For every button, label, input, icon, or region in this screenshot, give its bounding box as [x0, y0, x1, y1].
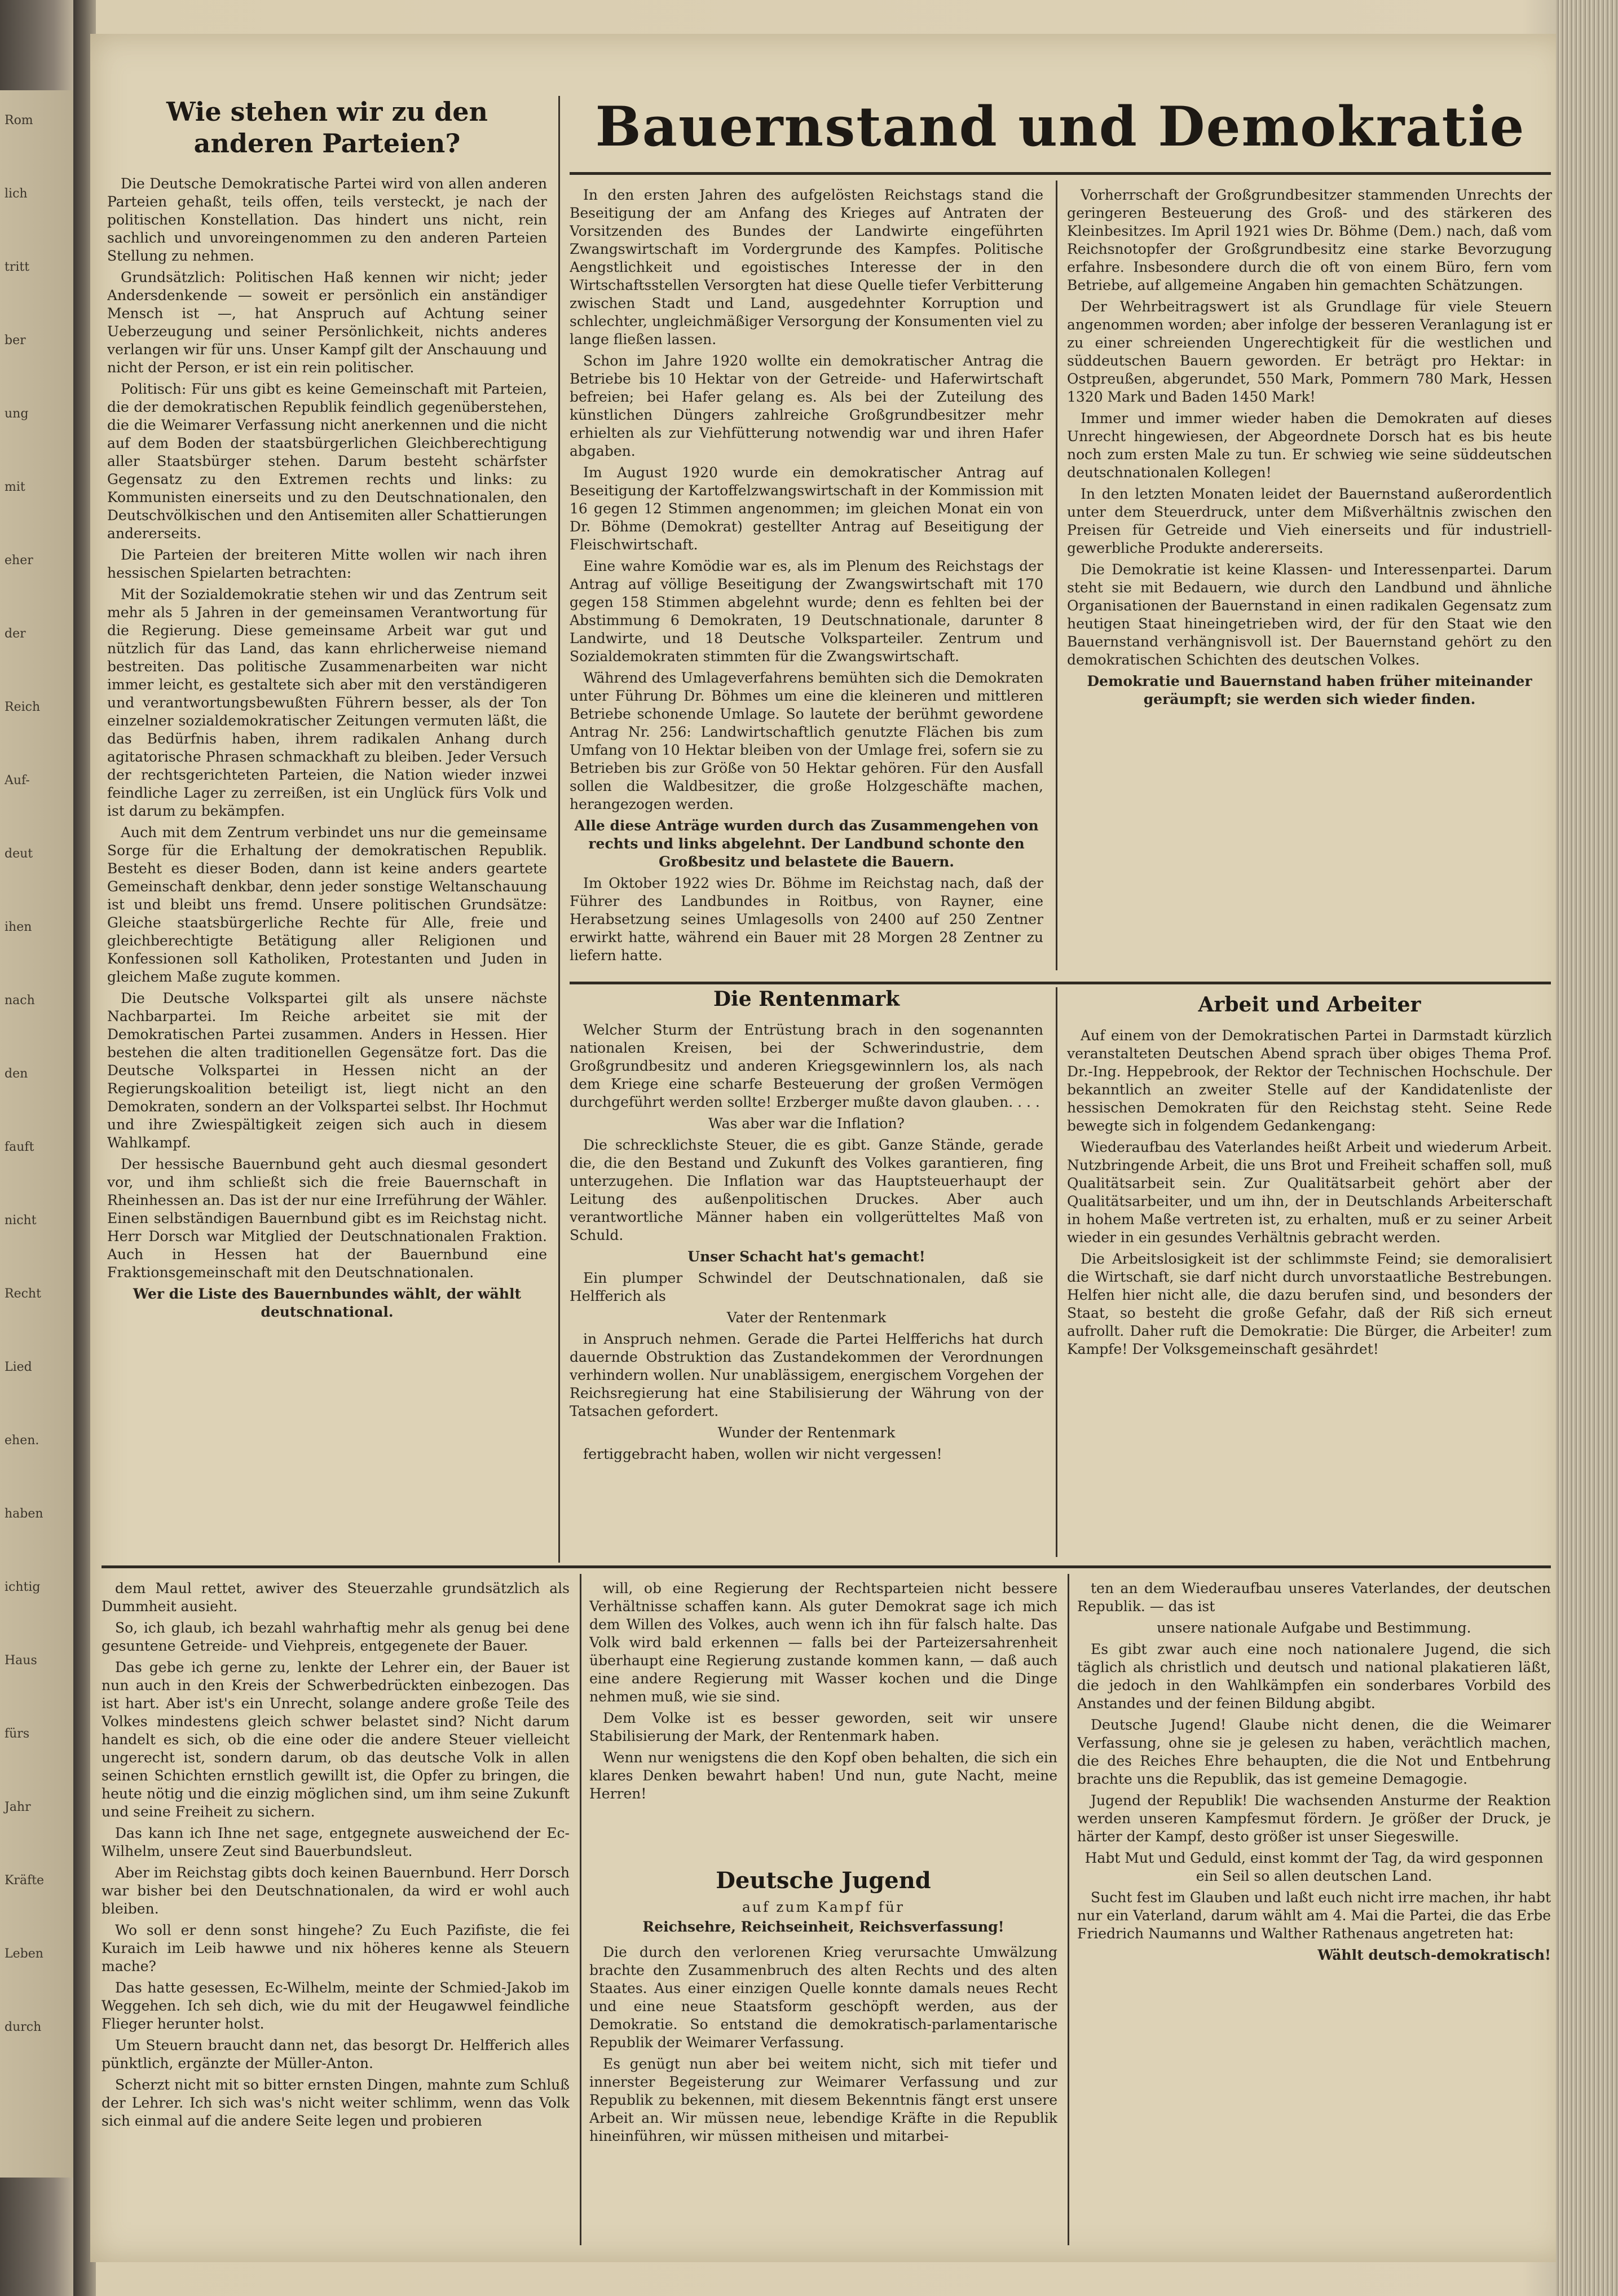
column-divider — [1056, 181, 1057, 970]
headline-rule — [570, 172, 1551, 175]
paragraph: Das gebe ich gerne zu, lenkte der Lehrer ein, der Bauer ist nun auch in den Kreis der Schwerbedrückten einbezogen. Das ist hart. Aber ist's ein Unrecht, solange andere große Teile des Volkes mindestens gleich schwer belastet sind? Nicht darum handelt es sich, ob die eine oder die andere Steuer vielleicht ungerecht ist, sondern darum, ob das deutsche Volk in allen seinen Schichten ernstlich gewillt ist, die Opfer zu bringen, die heute nötig und die einzig möglichen sind, um ihm seine Zukunft und seine Freiheit zu sichern. — [102, 1659, 570, 1820]
previous-page-word: Haus — [5, 1653, 37, 1668]
paragraph: will, ob eine Regierung der Rechtsparteien nicht bessere Verhältnisse schaffen kann. Als guter Demokrat sage ich mich dem Willen des Volkes, auch wenn ich ihn für falsch halte. Das Volk wird bald erkennen — falls bei der Parteizersahrenheit überhaupt eine Regierung zustande kommen kann, — daß auch eine andere Regierung mit Wasser kochen und die Dinge nehmen muß, wie sie sind. — [589, 1580, 1057, 1705]
paragraph: Das hatte gesessen, Ec-Wilhelm, meinte der Schmied-Jakob im Weggehen. Ich seh dich, wie du mit der Heugawwel feindliche Flieger herunter holst. — [102, 1980, 570, 2032]
paragraph: Die Arbeitslosigkeit ist der schlimmste Feind; sie demoralisiert die Wirtschaft, sie darf nicht durch unvorstaatliche Bestrebungen. Helfen hier nicht alle, die dazu berufen sind, und besonders der Staat, so besteht die große Gefahr, daß der Riß sich erneut aufrollt. Daher ruft die Demokratie: Die Bürger, die Arbeiter! zum Kampfe! Der Volksgemeinschaft gesährdet! — [1067, 1251, 1552, 1357]
previous-page-word: mit — [5, 480, 25, 494]
paragraph: Scherzt nicht mit so bitter ernsten Dingen, mahnte zum Schluß der Lehrer. Ich sich was's nicht weiter schlimm, wenn das Volk sich einmal auf die andere Seite legen und probieren — [102, 2077, 570, 2129]
paragraph: In den letzten Monaten leidet der Bauernstand außerordentlich unter dem Steuerdruck, unter dem Mißverhältnis zwischen den Preisen für Getreide und Vieh einerseits und für industriell-gewerbliche Produkte andererseits. — [1067, 486, 1552, 556]
left-article-title: Wie stehen wir zu den anderen Parteien? — [166, 96, 488, 159]
column-divider — [580, 1574, 581, 2245]
paragraph: Vater der Rentenmark — [726, 1309, 887, 1326]
paragraph: unsere nationale Aufgabe und Bestimmung. — [1157, 1620, 1471, 1636]
previous-page-word: ihen — [5, 920, 32, 934]
paragraph: fertiggebracht haben, wollen wir nicht vergessen! — [583, 1446, 942, 1462]
previous-page-word: nach — [5, 993, 35, 1008]
paragraph: In den ersten Jahren des aufgelösten Reichstags stand die Beseitigung der am Anfang des Krieges auf Antraten der Vorsitzenden des Bundes der Landwirte eingeführten Zwangswirtschaft im Vordergrunde des Kampfes. Politische Aengstlichkeit und egoistisches Interesse der in den Wirtschaftsstellen Versorgten hat diese Quelle tiefer Verbitterung zwischen Stadt und Land, ausgedehnter Korruption und schlechter, ungleichmäßiger Versorgung der Konsumenten viel zu lange fließen lassen. — [570, 187, 1043, 348]
previous-page-word: fauft — [5, 1140, 34, 1154]
arbeit-body — [1067, 1027, 1552, 1551]
paragraph: Deutsche Jugend! Glaube nicht denen, die die Weimarer Verfassung, ohne sie je gelesen zu haben, verächtlich machen, die des Reiches Ehre behaupten, die die Not und Entbehrung brachte uns die Republik, das ist gemeine Demagogie. — [1077, 1717, 1551, 1787]
paragraph: in Anspruch nehmen. Gerade die Partei Helfferichs hat durch dauernde Obstruktion das Zustandekommen der Verordnungen verhindern wollen. Nur unablässigem, energischem Vorgehen der Reichsregierung hat eine Stabilisierung der Währung von der Tatsachen gefordert. — [570, 1331, 1043, 1419]
paragraph: Der hessische Bauernbund geht auch diesmal gesondert vor, und ihm schließt sich die freie Bauernschaft in Rheinhessen an. Das ist der nur eine Irreführung der Wähler. Einen selbständigen Bauernbund gibt es im Reichstag nicht. Herr Dorsch war Mitglied der Deutschnationalen Fraktion. Auch in Hessen hat der Bauernbund eine Fraktionsgemeinschaft mit den Deutschnationalen. — [107, 1156, 547, 1281]
column-divider — [1056, 987, 1057, 1557]
jugend-subtitle-1: auf zum Kampf für — [742, 1899, 905, 1915]
paragraph: Habt Mut und Geduld, einst kommt der Tag, da wird gesponnen ein Seil so allen deutschen Land. — [1084, 1850, 1544, 1884]
paragraph: Der Wehrbeitragswert ist als Grundlage für viele Steuern angenommen worden; aber infolge der besseren Veranlagung ist er zu einer schreienden Ungerechtigkeit für die westlichen und süddeutschen Bauern geworden. Er beträgt pro Hektar: in Ostpreußen, abgerundet, 550 Mark, Pommern 780 Mark, Hessen 1320 Mark und Baden 1450 Mark! — [1067, 298, 1552, 405]
arbeit-title: Arbeit und Arbeiter — [1198, 993, 1421, 1017]
paragraph: Sucht fest im Glauben und laßt euch nicht irre machen, ihr habt nur ein Vaterland, darum wählt am 4. Mai die Partei, die das Erbe Friedrich Naumanns und Walther Rathenaus angetreten hat: — [1077, 1889, 1551, 1942]
paragraph: Im August 1920 wurde ein demokratischer Antrag auf Beseitigung der Kartoffelzwangswirtschaft in der Kommission mit 16 gegen 12 Stimmen angenommen; im gleichen Monat ein von Dr. Böhme (Demokrat) gestellter Antrag auf Beseitigung der Fleischwirtschaft. — [570, 464, 1043, 553]
paragraph: Wo soll er denn sonst hingehe? Zu Euch Pazifiste, die fei Kuraich im Leib hawwe und nix höheres kenne als Steuern mache? — [102, 1922, 570, 1974]
paragraph: Im Oktober 1922 wies Dr. Böhme im Reichstag nach, daß der Führer des Landbundes in Roitbus, von Rayner, eine Herabsetzung seines Umlagesolls von 2400 auf 250 Zentner erwirkt hatte, während ein Bauer mit 28 Morgen 28 Zentner zu liefern hatte. — [570, 875, 1043, 964]
rentenmark-body — [570, 1021, 1043, 1551]
bottom-section-rule — [102, 1565, 1551, 1568]
previous-page-word: Kräfte — [5, 1873, 45, 1888]
previous-page-word: tritt — [5, 260, 30, 274]
paragraph: Eine wahre Komödie war es, als im Plenum des Reichstags der Antrag auf völlige Beseitigung der Zwangswirtschaft mit 170 gegen 158 Stimmen abgelehnt wurde; denn es fehlten bei der Abstimmung 6 Demokraten, 19 Deutschnationale, darunter 8 Landwirte, und 18 Deutsche Volksparteiler. Zentrum und Sozialdemokraten stimmten für die Zwangswirtschaft. — [570, 558, 1043, 665]
previous-page-word: Jahr — [5, 1800, 31, 1814]
paragraph: Wer die Liste des Bauernbundes wählt, der wählt deutschnational. — [133, 1286, 522, 1320]
main-headline: Bauernstand und Demokratie — [595, 95, 1526, 159]
paragraph: Die schrecklichste Steuer, die es gibt. Ganze Stände, gerade die, die den Bestand und Zukunft des Volkes garantieren, fing unterzugehen. Die Inflation war das Hauptsteuerhaupt der Leitung des außenpolitischen Druckes. Aber auch verantwortliche Männer haben ein vollgerütteltes Maß von Schuld. — [570, 1137, 1043, 1243]
paragraph: So, ich glaub, ich bezahl wahrhaftig mehr als genug bei dene gesuntene Getreide- und Viehpreis, entgegenete der Bauer. — [102, 1620, 570, 1654]
previous-page-word: Lied — [5, 1360, 32, 1374]
paragraph: Was aber war die Inflation? — [708, 1115, 905, 1132]
previous-page-word: deut — [5, 847, 33, 861]
previous-page-word: Recht — [5, 1287, 41, 1301]
column-divider — [558, 96, 560, 1563]
jugend-body — [589, 1943, 1057, 2240]
paragraph: Jugend der Republik! Die wachsenden Ansturme der Reaktion werden unseren Kampfesmut fördern. Je größer der Druck, je härter der Kampf, desto größer ist unser Siegeswille. — [1077, 1792, 1551, 1845]
paragraph: Wählt deutsch-demokratisch! — [1317, 1947, 1551, 1963]
paragraph: Die Parteien der breiteren Mitte wollen wir nach ihren hessischen Spielarten betrachten: — [107, 547, 547, 581]
paragraph: Wunder der Rentenmark — [717, 1424, 896, 1441]
previous-page-word: nicht — [5, 1213, 37, 1228]
paragraph: Vorherrschaft der Großgrundbesitzer stammenden Unrechts der geringeren Besteuerung des Groß- und des stärkeren des Kleinbesitzes. Im April 1921 wies Dr. Böhme (Dem.) nach, daß vom Reichsnotopfer der Großgrundbesitz eine starke Bevorzugung erfahre. Insbesondere durch die oft von einem Büro, fern vom Betriebe, auf allgemeine Angaben hin gemachten Schätzungen. — [1067, 187, 1552, 293]
paragraph: Es gibt zwar auch eine noch nationalere Jugend, die sich täglich als christlich und deutsch und national plakatieren läßt, die jedoch in den Wahlkämpfen ein sonderbares Vorbild des Anstandes und der feinen Bildung abgibt. — [1077, 1641, 1551, 1712]
previous-page-word: durch — [5, 2020, 42, 2034]
previous-page-word: haben — [5, 1507, 43, 1521]
previous-page-word: den — [5, 1067, 28, 1081]
paragraph: Die Deutsche Volkspartei gilt als unsere nächste Nachbarpartei. Im Reiche arbeitet sie mit der Demokratischen Partei zusammen. Anders in Hessen. Hier bestehen die alten traditionellen Gegensätze fort. Das die Deutsche Volkspartei in Hessen nicht an der Regierungskoalition beteiligt ist, liegt nicht an den Demokraten, sondern an der Volkspartei selbst. Ihr Hochmut und ihre Zwiespältigkeit zeigen sich auch in diesem Wahlkampf. — [107, 990, 547, 1151]
paragraph: ten an dem Wiederaufbau unseres Vaterlandes, der deutschen Republik. — das ist — [1077, 1580, 1551, 1615]
main-article-col-1 — [570, 186, 1043, 965]
previous-page-word: lich — [5, 187, 28, 201]
paragraph: Um Steuern braucht dann net, das besorgt Dr. Helfferich alles pünktlich, ergänzte der Müller-Anton. — [102, 2037, 570, 2071]
previous-page-word: fürs — [5, 1727, 30, 1741]
paragraph: Die durch den verlorenen Krieg verursachte Umwälzung brachte den Zusammenbruch des alten Rechts und des alten Staates. Aus einer einzigen Quelle konnte damals neues Recht und eine neue Staatsform geschöpft werden, aus der Demokratie. So entstand die demokratisch-parlamentarische Republik der Weimarer Verfassung. — [589, 1944, 1057, 2051]
paragraph: Ein plumper Schwindel der Deutschnationalen, daß sie Helfferich als — [570, 1270, 1043, 1304]
left-article-body — [107, 175, 547, 1551]
paragraph: Dem Volke ist es besser geworden, seit wir unsere Stabilisierung der Mark, der Rentenmark haben. — [589, 1710, 1057, 1744]
previous-page-word: eher — [5, 553, 33, 568]
previous-page-word: ber — [5, 333, 26, 348]
paragraph: Auch mit dem Zentrum verbindet uns nur die gemeinsame Sorge für die Erhaltung der demokratischen Republik. Besteht es dieser Boden, dann ist keine anders geartete Gemeinschaft denkbar, denn jeder sonstige Weltanschauung ist und bleibt uns fremd. Unsere politischen Grundsätze: Gleiche staatsbürgerliche Rechte für Alle, freie und gleichberechtigte Betätigung aller Religionen und Konfessionen soll Katholiken, Protestanten und Juden in gleichem Maße zugute kommen. — [107, 824, 547, 985]
paragraph: Grundsätzlich: Politischen Haß kennen wir nicht; jeder Andersdenkende — soweit er persönlich ein anständiger Mensch ist —, hat Anspruch auf Achtung seiner Ueberzeugung und seiner Persönlichkeit, nichts anderes verlangen wir für uns. Unser Kampf gilt der Anschauung und nicht der Person, er ist ein rein politischer. — [107, 269, 547, 376]
previous-page-word: Reich — [5, 700, 41, 714]
paragraph: Alle diese Anträge wurden durch das Zusammengehen von rechts und links abgelehnt. Der Landbund schonte den Großbesitz und belastete die Bauern. — [574, 817, 1039, 870]
paragraph: Wenn nur wenigstens die den Kopf oben behalten, die sich ein klares Denken bewahrt haben! Und nun, gute Nacht, meine Herren! — [589, 1749, 1057, 1802]
paragraph: dem Maul rettet, awiver des Steuerzahle grundsätzlich als Dummheit ausieht. — [102, 1580, 570, 1615]
paragraph: Aber im Reichstag gibts doch keinen Bauernbund. Herr Dorsch war bisher bei den Deutschnationalen, da wird er wohl auch bleiben. — [102, 1864, 570, 1917]
paragraph: Die Deutsche Demokratische Partei wird von allen anderen Parteien gehaßt, teils offen, teils versteckt, je nach der politischen Konstellation. Das hindert uns nicht, rein sachlich und unvoreingenommen zu den anderen Parteien Stellung zu nehmen. — [107, 175, 547, 264]
paragraph: Welcher Sturm der Entrüstung brach in den sogenannten nationalen Kreisen, bei der Schwerindustrie, dem Großgrundbesitz und anderen Kriegsgewinnlern los, als nach dem Kriege eine scharfe Besteuerung der großen Vermögen durchgeführt werden sollte! Erzberger mußte davon glauben. . . . — [570, 1022, 1043, 1110]
paragraph: Es genügt nun aber bei weitem nicht, sich mit tiefer und innerster Begeisterung zur Weimarer Verfassung und zur Republik zu bekennen, mit diesem Bekenntnis fängt erst unsere Arbeit an. Wir müssen neue, lebendige Kräfte in die Republik hineinführen, wir müssen mitheisen und mitarbei- — [589, 2056, 1057, 2144]
previous-page-word: ung — [5, 407, 29, 421]
jugend-subtitle-2: Reichsehre, Reichseinheit, Reichsverfassung! — [642, 1919, 1004, 1935]
previous-page-word: Rom — [5, 113, 33, 127]
column-divider — [1068, 1574, 1069, 2245]
paragraph: Mit der Sozialdemokratie stehen wir und das Zentrum seit mehr als 5 Jahren in der gemeinsamen Verantwortung für die Regierung. Diese gemeinsame Arbeit war gut und nützlich für das Land, das kann ehrlicherweise niemand bestreiten. Das politische Zusammenarbeiten war nicht immer leicht, es gestaltete sich aber mit den verständigeren und verantwortungsbewußten Führern besser, als der Ton einzelner sozialdemokratischer Zeitungen vermuten läßt, die das Bedürfnis haben, ihrem radikalen Anhang durch agitatorische Phrasen schmackhaft zu bleiben. Jeder Versuch der rechtsgerichteten Parteien, die Nation wieder inzwei feindliche Lager zu zerreißen, ist ein Unglück fürs Volk und ist darum zu bekämpfen. — [107, 586, 547, 819]
previous-page-word: der — [5, 627, 26, 641]
paragraph: Demokratie und Bauernstand haben früher miteinander geräumpft; sie werden sich wieder finden. — [1087, 673, 1532, 707]
previous-page-word: Leben — [5, 1947, 43, 1961]
paragraph: Politisch: Für uns gibt es keine Gemeinschaft mit Parteien, die der demokratischen Republik feindlich gegenüberstehen, die die Weimarer Verfassung nicht anerkennen und die nicht auf dem Boden der staatsbürgerlichen Gleichberechtigung aller Staatsbürger stehen. Darum besteht schärfster Gegensatz zu den Extremen rechts und links: zu Kommunisten einerseits und zu den Deutschnationalen, den Deutschvölkischen und den Antisemiten aller Schattierungen andererseits. — [107, 381, 547, 542]
bottom-col-2 — [589, 1580, 1057, 1862]
previous-page-word: Auf- — [5, 773, 30, 788]
bottom-col-1 — [102, 1580, 570, 2240]
paragraph: Das kann ich Ihne net sage, entgegnete ausweichend der Ec-Wilhelm, unsere Zeut sind Bauerbundsleut. — [102, 1825, 570, 1859]
paragraph: Wiederaufbau des Vaterlandes heißt Arbeit und wiederum Arbeit. Nutzbringende Arbeit, die uns Brot und Freiheit schaffen soll, muß Qualitätsarbeit sein. Zur Qualitätsarbeit gehört aber der Qualitätsarbeiter, und um ihn, der in Deutschlands Arbeiterschaft in hohem Maße vertreten ist, zu erhalten, muß er zu seiner Arbeit wieder in ein gesundes Verhältnis gebracht werden. — [1067, 1139, 1552, 1246]
jugend-title: Deutsche Jugend — [716, 1867, 931, 1894]
paragraph: Immer und immer wieder haben die Demokraten auf dieses Unrecht hingewiesen, der Abgeordnete Dorsch hat es bis heute noch zum ersten Male zu tun. Er schwieg wie seine süddeutschen deutschnationalen Kollegen! — [1067, 410, 1552, 481]
previous-page-fragment — [0, 90, 73, 2178]
paragraph: Schon im Jahre 1920 wollte ein demokratischer Antrag die Betriebe bis 10 Hektar von der Getreide- und Haferwirtschaft befreien; bei Hafer gelang es. Als bei der Zuteilung des künstlichen Düngers zahlreiche Großgrundbesitzer mehr erhielten als zur Viehfütterung notwendig war und ihren Hafer abgaben. — [570, 353, 1043, 459]
paragraph: Auf einem von der Demokratischen Partei in Darmstadt kürzlich veranstalteten Deutschen Abend sprach über obiges Thema Prof. Dr.-Ing. Heppebrook, der Rektor der Technischen Hochschule. Der bekanntlich an zweiter Stelle auf der Kandidatenliste der hessischen Demokraten für den Reichstag steht. Seine Rede bewegte sich in folgendem Gedankengang: — [1067, 1027, 1552, 1134]
page-stack-edge — [1556, 0, 1618, 2296]
main-article-col-2 — [1067, 186, 1552, 965]
bottom-col-3 — [1077, 1580, 1551, 2240]
rentenmark-title: Die Rentenmark — [713, 987, 900, 1011]
paragraph: Während des Umlageverfahrens bemühten sich die Demokraten unter Führung Dr. Böhmes um eine die kleineren und mittleren Betriebe schonende Umlage. So lautete der berühmt gewordene Antrag Nr. 256: Landwirtschaftlich genutzte Flächen bis zum Umfang von 10 Hektar bleiben von der Umlage frei, sofern sie zu Betrieben bis zur Größe von 50 Hektar gehören. Für den Ausfall sollen die Waldbesitzer, die große Holzgeschäfte machen, herangezogen werden. — [570, 670, 1043, 812]
newspaper-page — [90, 34, 1568, 2262]
paragraph: Unser Schacht hat's gemacht! — [687, 1248, 925, 1265]
paragraph: Die Demokratie ist keine Klassen- und Interessenpartei. Darum steht sie mit Bedauern, wie durch den Landbund und ähnliche Organisationen der Bauernstand in einen radikalen Gegensatz zum heutigen Staat hineingetrieben wird, der für den Staat wie den Bauernstand verhängnisvoll ist. Der Bauernstand gehört zu den demokratischen Schichten des deutschen Volkes. — [1067, 561, 1552, 668]
previous-page-word: ehen. — [5, 1433, 39, 1448]
section-rule — [570, 982, 1551, 984]
previous-page-word: ichtig — [5, 1580, 41, 1594]
